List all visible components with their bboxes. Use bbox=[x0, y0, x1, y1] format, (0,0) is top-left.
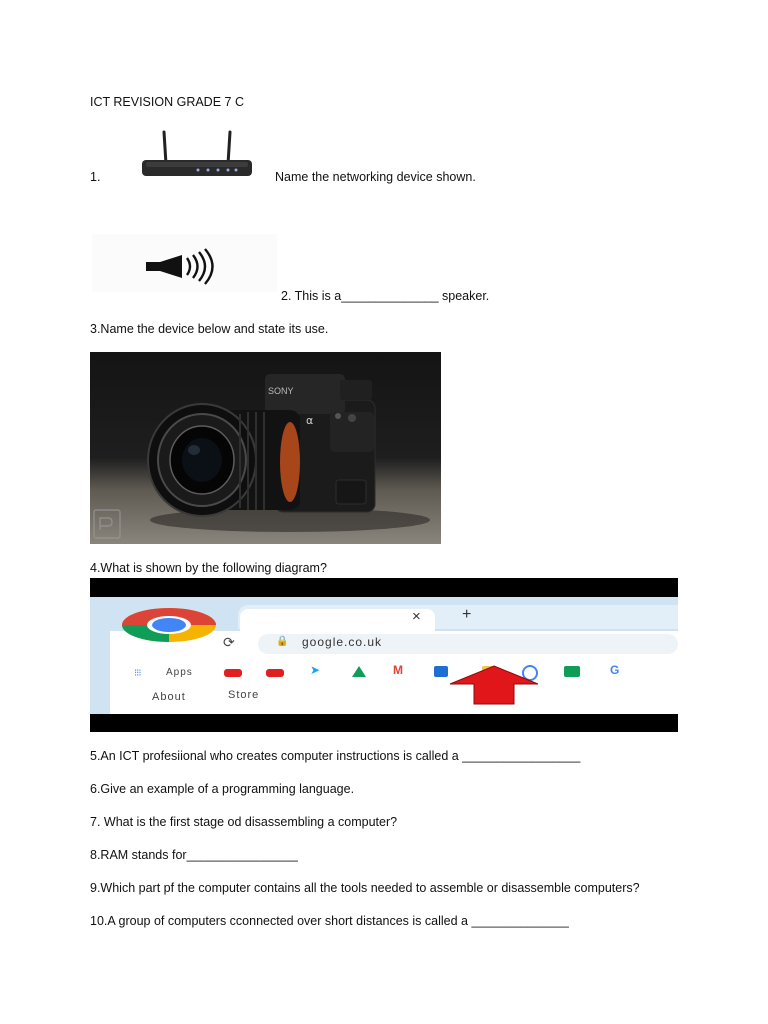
speaker-icon bbox=[92, 234, 277, 292]
drive-icon bbox=[352, 666, 366, 677]
sheets-icon bbox=[564, 666, 580, 677]
red-arrow-icon bbox=[448, 664, 540, 706]
question-5-text: 5.An ICT profesiional who creates computer instructions is called a _________________ bbox=[90, 749, 581, 763]
question-4-text: 4.What is shown by the following diagram? bbox=[90, 561, 327, 575]
youtube-icon bbox=[266, 669, 284, 677]
youtube-icon bbox=[224, 669, 242, 677]
url-text: google.co.uk bbox=[302, 635, 383, 649]
lock-icon: 🔒 bbox=[276, 636, 289, 647]
gmail-icon: M bbox=[393, 663, 403, 677]
google-icon: G bbox=[610, 663, 620, 677]
apps-label: Apps bbox=[166, 667, 193, 678]
question-2-text: 2. This is a______________ speaker. bbox=[281, 289, 490, 303]
question-9-text: 9.Which part pf the computer contains all the tools needed to assemble or disassemble computers? bbox=[90, 881, 640, 895]
question-1-text: Name the networking device shown. bbox=[275, 170, 476, 184]
svg-text:α: α bbox=[306, 414, 314, 427]
twitter-icon: ➤ bbox=[310, 663, 321, 677]
reload-icon: ⟳ bbox=[223, 634, 235, 650]
question-8-text: 8.RAM stands for________________ bbox=[90, 848, 298, 862]
new-tab-icon: + bbox=[462, 606, 472, 623]
question-6-text: 6.Give an example of a programming language. bbox=[90, 782, 355, 796]
router-icon bbox=[128, 126, 266, 182]
question-7-text: 7. What is the first stage od disassembling a computer? bbox=[90, 815, 398, 829]
about-link: About bbox=[152, 691, 186, 703]
outlook-icon bbox=[434, 666, 448, 677]
question-1-number: 1. bbox=[90, 170, 101, 184]
browser-diagram bbox=[90, 578, 678, 732]
close-tab-icon: × bbox=[412, 608, 421, 625]
camera-brand: SONY bbox=[268, 386, 294, 396]
camera-icon bbox=[90, 352, 441, 544]
store-link: Store bbox=[228, 689, 260, 701]
chrome-logo-icon bbox=[120, 606, 218, 644]
question-10-text: 10.A group of computers cconnected over short distances is called a ______________ bbox=[90, 914, 569, 928]
apps-grid-icon: ⁝⁝⁝ bbox=[134, 668, 141, 679]
document-title: ICT REVISION GRADE 7 C bbox=[90, 95, 244, 109]
question-3-text: 3.Name the device below and state its use. bbox=[90, 322, 329, 336]
